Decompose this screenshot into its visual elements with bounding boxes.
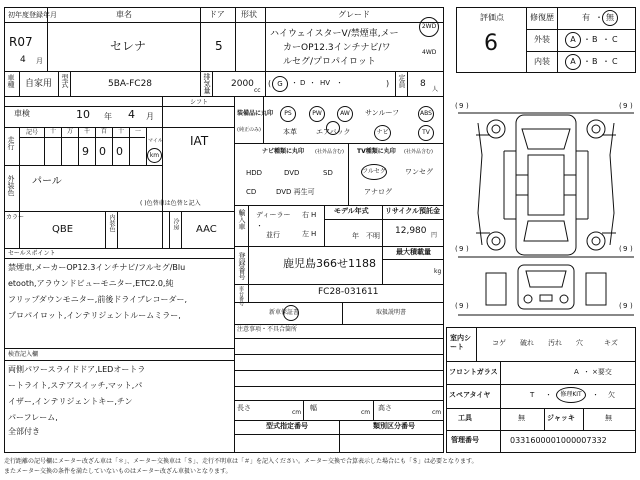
sales-points-label: セールスポイント xyxy=(8,250,56,257)
diagram-label-mr: 9 xyxy=(623,245,628,253)
shift-value: IAT xyxy=(190,134,209,148)
notes-rule xyxy=(234,370,444,371)
fuel-d: D xyxy=(300,79,306,87)
tv-oneseg: ワンセグ xyxy=(405,168,433,176)
inspection-month: 4 xyxy=(128,108,135,121)
exterior-a-circle: A xyxy=(565,32,581,48)
equip-ps-circle: PS xyxy=(280,106,296,122)
tv-fullseg-circle: フルセグ xyxy=(361,164,387,180)
jack-value: 無 xyxy=(605,414,612,422)
import-parallel: 並行 xyxy=(266,231,280,239)
tools-label: 工具 xyxy=(458,414,472,422)
import-dot: ・ xyxy=(256,222,263,230)
repair-no-circle: 無 xyxy=(602,10,618,26)
mileage-digit-header: 百 xyxy=(101,128,108,135)
sales-line-4: プロパイロット,インテリジェントルームミラー, xyxy=(8,311,181,320)
inspector-line-2: ートライト,ステアスイッチ,マット,パ xyxy=(8,381,143,390)
inspector-label: 検査記入欄 xyxy=(8,351,39,358)
inspector-line-3: イザー,インテリジェントキー,チン xyxy=(8,397,133,406)
interior-color-label: 内装色 xyxy=(108,214,115,232)
windshield-dot: ・ xyxy=(583,368,590,376)
navi-dvd-play: DVD 再生可 xyxy=(276,188,315,196)
seat-item: 汚れ xyxy=(548,339,562,347)
inspection-label: 車検 xyxy=(14,109,30,118)
seat-item: コゲ xyxy=(492,339,506,347)
first-reg-month-unit: 月 xyxy=(36,57,43,65)
door-value: 5 xyxy=(215,39,223,53)
diagram-label-fl: 9 xyxy=(459,102,464,110)
grade-line-2: カーOP12.3インチナビ/ワ xyxy=(283,43,391,53)
mileage-digit: 0 xyxy=(99,145,106,158)
car-name-value: セレナ xyxy=(110,39,147,53)
diagram-label-fr: 9 xyxy=(623,102,628,110)
km-circle: km xyxy=(147,148,162,163)
seat-item: キズ xyxy=(604,339,618,347)
registration-label: 登録番号 xyxy=(238,252,246,280)
import-left: 左 xyxy=(302,230,309,238)
inspector-line-5: 全部付き xyxy=(8,427,40,436)
import-label: 輸入車 xyxy=(238,209,246,230)
footer-line-2: またメーター交換の条件を満たしていないものはメーター改ざん車扱いとなります。 xyxy=(4,468,232,475)
spare-repair-kit-circle: 修理KIT xyxy=(556,387,586,403)
windshield-label: フロントガラス xyxy=(449,368,498,376)
grade-line-3: ルセグ/プロパイロット xyxy=(283,57,376,67)
inspector-line-4: パーフレーム, xyxy=(8,413,58,422)
fuel-sep-1: ・ xyxy=(291,79,298,87)
control-number-label: 管理番号 xyxy=(451,436,479,444)
repair-sep: ・ xyxy=(595,13,603,22)
tv-analog: アナログ xyxy=(364,188,392,196)
mileage-digit-header: 万 xyxy=(67,128,74,135)
windshield-a: A xyxy=(574,368,579,376)
first-reg-label: 初年度登録年月 xyxy=(8,11,57,19)
mileage-digit-header: 千 xyxy=(84,128,91,135)
inspection-year-unit: 年 xyxy=(104,112,112,121)
tv-label: TV種類に丸印 xyxy=(357,148,396,155)
capacity-unit: 人 xyxy=(432,86,439,93)
length-unit: cm xyxy=(292,409,302,416)
fuel-sep-2: ・ xyxy=(309,79,316,87)
new-warranty-label: 新車保証書 xyxy=(269,309,300,316)
diagram-paren-mr-open: ( xyxy=(619,245,622,253)
interior-a-circle: A xyxy=(565,54,581,70)
model-year-label: モデル年式 xyxy=(334,207,369,215)
repair-yes: 有 xyxy=(582,13,590,22)
equip-airbag: エアバック xyxy=(316,128,351,136)
diagram-paren-fl-open: ( xyxy=(455,102,458,110)
max-load-label: 最大積載量 xyxy=(396,248,431,256)
spare-t: T xyxy=(530,391,535,399)
grade-line-1: ハイウェイスターV/禁煙車,メー xyxy=(270,29,399,39)
notes-rule xyxy=(234,338,444,339)
sales-line-3: フリップダウンモニター,前後ドライブレコーダー, xyxy=(8,295,188,304)
displacement-label: 排気量 xyxy=(203,73,211,94)
color-code-label: カラー xyxy=(6,214,25,221)
navi-label: ナビ種類に丸印 xyxy=(262,148,305,155)
owner-manual-label: 取扱説明書 xyxy=(376,309,407,316)
import-left-h: H xyxy=(311,230,317,238)
equip-pw-circle: PW xyxy=(309,106,325,122)
drive-2wd-circle: 2WD xyxy=(419,17,439,37)
diagram-paren-bl-open: ( xyxy=(455,302,458,310)
fuel-paren-close: ) xyxy=(386,79,390,88)
capacity-value: 8 xyxy=(420,79,426,89)
color-label: 外装色 xyxy=(7,175,15,196)
inspection-year: 10 xyxy=(76,108,90,121)
notes-rule xyxy=(234,386,444,387)
grade-label: グレード xyxy=(338,10,370,19)
mileage-label: 走行 xyxy=(7,136,15,150)
diagram-paren-fr-close: ) xyxy=(630,102,633,110)
interior-b: B xyxy=(592,57,598,66)
import-dealer: ディーラー xyxy=(256,211,291,219)
seat-item: 破れ xyxy=(520,339,534,347)
interior-c: C xyxy=(612,57,618,66)
diagram-label-br: 9 xyxy=(623,302,628,310)
diagram-paren-fr-open: ( xyxy=(619,102,622,110)
diagram-paren-br-open: ( xyxy=(619,302,622,310)
color-code-value: QBE xyxy=(52,224,74,235)
chassis-label: 車台番号 xyxy=(238,286,244,306)
car-diagram xyxy=(456,95,636,325)
ac-value: AAC xyxy=(196,224,217,235)
diagram-paren-fl-close: ) xyxy=(466,102,469,110)
use-label: 車種 xyxy=(7,74,15,88)
footer-line-1: 走行距離の記号欄にメーター改ざん車は「＊」、メーター交換車は「＄」、走行不明車は「＃」を記入ください。メーター交換で合算表示した場合にも「＄」は必要となります。 xyxy=(4,458,478,465)
interior-dot-1: ・ xyxy=(583,57,591,66)
mileage-digit-header: 一 xyxy=(135,128,142,135)
score-label: 評価点 xyxy=(480,13,504,22)
equipment-label: 装備品に丸印 xyxy=(237,110,274,117)
equip-abs-circle: ABS xyxy=(418,106,434,122)
fuel-sep-3: ・ xyxy=(336,79,343,87)
import-right: 右 xyxy=(302,211,309,219)
door-label: ドア xyxy=(209,10,225,19)
equip-airbag-circle xyxy=(326,121,340,135)
score-value: 6 xyxy=(484,31,498,56)
diagram-label-bl: 9 xyxy=(459,302,464,310)
diagram-paren-ml-open: ( xyxy=(455,245,458,253)
height-unit: cm xyxy=(432,409,442,416)
seat-label: 室内シート xyxy=(450,334,471,352)
mileage-digit: 9 xyxy=(82,145,89,158)
new-warranty-circle xyxy=(283,305,299,321)
exterior-dot-1: ・ xyxy=(583,35,591,44)
displacement-value: 2000 xyxy=(231,79,254,89)
chassis-value: FC28-031611 xyxy=(318,287,379,297)
car-name-label: 車名 xyxy=(116,10,132,19)
use-value: 自家用 xyxy=(25,79,53,89)
fuel-hv: HV xyxy=(320,79,331,87)
mileage-tick-label: 記号 xyxy=(26,129,39,136)
spare-dot-1: ・ xyxy=(545,391,552,399)
model-year-value: 年 不明 xyxy=(352,232,380,240)
type-value: 5BA-FC28 xyxy=(108,79,153,89)
mileage-digit: 0 xyxy=(116,145,123,158)
sales-line-1: 禁煙車,メーカーOP12.3インチナビ/フルセグ/Blu xyxy=(8,263,186,272)
spare-label: スペアタイヤ xyxy=(449,391,491,399)
equip-navi-circle: ナビ xyxy=(374,125,391,141)
navi-sd: SD xyxy=(323,169,333,177)
fuel-g-circle: G xyxy=(272,76,288,92)
diagram-paren-bl-close: ) xyxy=(466,302,469,310)
equip-aw-circle: AW xyxy=(337,106,353,122)
fuel-paren-open: ( xyxy=(268,79,272,88)
equip-sunroof: サンルーフ xyxy=(365,109,400,117)
cc-unit: cc xyxy=(254,87,261,94)
equip-leather: 本革 xyxy=(283,128,297,136)
width-unit: cm xyxy=(361,409,371,416)
exterior-dot-2: ・ xyxy=(602,35,610,44)
recycle-label: リサイクル預託金 xyxy=(385,207,441,215)
mileage-digit-header: 十 xyxy=(118,128,125,135)
recycle-value: 12,980 xyxy=(395,226,427,236)
mile-label: マイル xyxy=(148,138,163,144)
equipment-sub: (純正のみ) xyxy=(237,127,261,133)
ac-label: 冷房 xyxy=(172,218,179,230)
type-label: 型式 xyxy=(61,74,69,88)
navi-hdd: HDD xyxy=(246,169,263,177)
color-value: パール xyxy=(32,176,62,187)
category-number-label: 類別区分番号 xyxy=(373,422,415,430)
exterior-c: C xyxy=(612,35,618,44)
navi-cd: CD xyxy=(246,188,257,196)
diagram-label-ml: 9 xyxy=(459,245,464,253)
inspection-month-unit: 月 xyxy=(146,112,154,121)
first-reg-era: R07 xyxy=(9,35,33,49)
navi-sub: (社外品含む) xyxy=(315,149,344,155)
spare-none: 欠 xyxy=(608,391,615,399)
width-label: 幅 xyxy=(310,404,317,412)
inspector-line-1: 両側パワースライドドア,LEDオートラ xyxy=(8,365,146,374)
jack-label: ジャッキ xyxy=(547,414,575,422)
recycle-yen: 円 xyxy=(431,232,438,239)
seat-item: 穴 xyxy=(576,339,583,347)
shape-label: 形状 xyxy=(241,10,257,19)
interior-label: 内装 xyxy=(534,57,550,66)
registration-value: 鹿児島366せ1188 xyxy=(283,257,376,270)
tools-value: 無 xyxy=(518,414,525,422)
notes-label: 注意事項・不具合箇所 xyxy=(237,326,298,333)
spare-dot-2: ・ xyxy=(592,391,599,399)
length-label: 長さ xyxy=(237,404,251,412)
shift-label: シフト xyxy=(190,99,209,106)
height-label: 高さ xyxy=(378,404,392,412)
equip-tv-circle: TV xyxy=(418,125,434,141)
repair-label: 修復歴 xyxy=(530,13,554,22)
import-right-h: H xyxy=(311,211,317,219)
color-note: ( )色替車は色替と記入 xyxy=(140,200,201,207)
diagram-paren-ml-close: ) xyxy=(466,245,469,253)
notes-rule xyxy=(234,354,444,355)
diagram-paren-br-close: ) xyxy=(630,302,633,310)
exterior-label: 外装 xyxy=(534,35,550,44)
sales-line-2: etooth,アラウンドビューモニター,ETC2.0,純 xyxy=(8,279,174,288)
max-load-unit: kg xyxy=(434,268,442,275)
tv-sub: (社外品含む) xyxy=(404,149,433,155)
interior-dot-2: ・ xyxy=(602,57,610,66)
drive-4wd-label: 4WD xyxy=(422,49,437,56)
exterior-b: B xyxy=(592,35,598,44)
mileage-digit-header: 十 xyxy=(50,128,57,135)
diagram-paren-mr-close: ) xyxy=(630,245,633,253)
capacity-label: 定員 xyxy=(398,74,406,88)
control-number-value: 0331600001000007332 xyxy=(510,436,607,445)
navi-dvd: DVD xyxy=(284,169,300,177)
first-reg-month: 4 xyxy=(20,55,26,65)
designated-number-label: 型式指定番号 xyxy=(266,422,308,430)
windshield-replace: ×要交 xyxy=(592,368,612,376)
